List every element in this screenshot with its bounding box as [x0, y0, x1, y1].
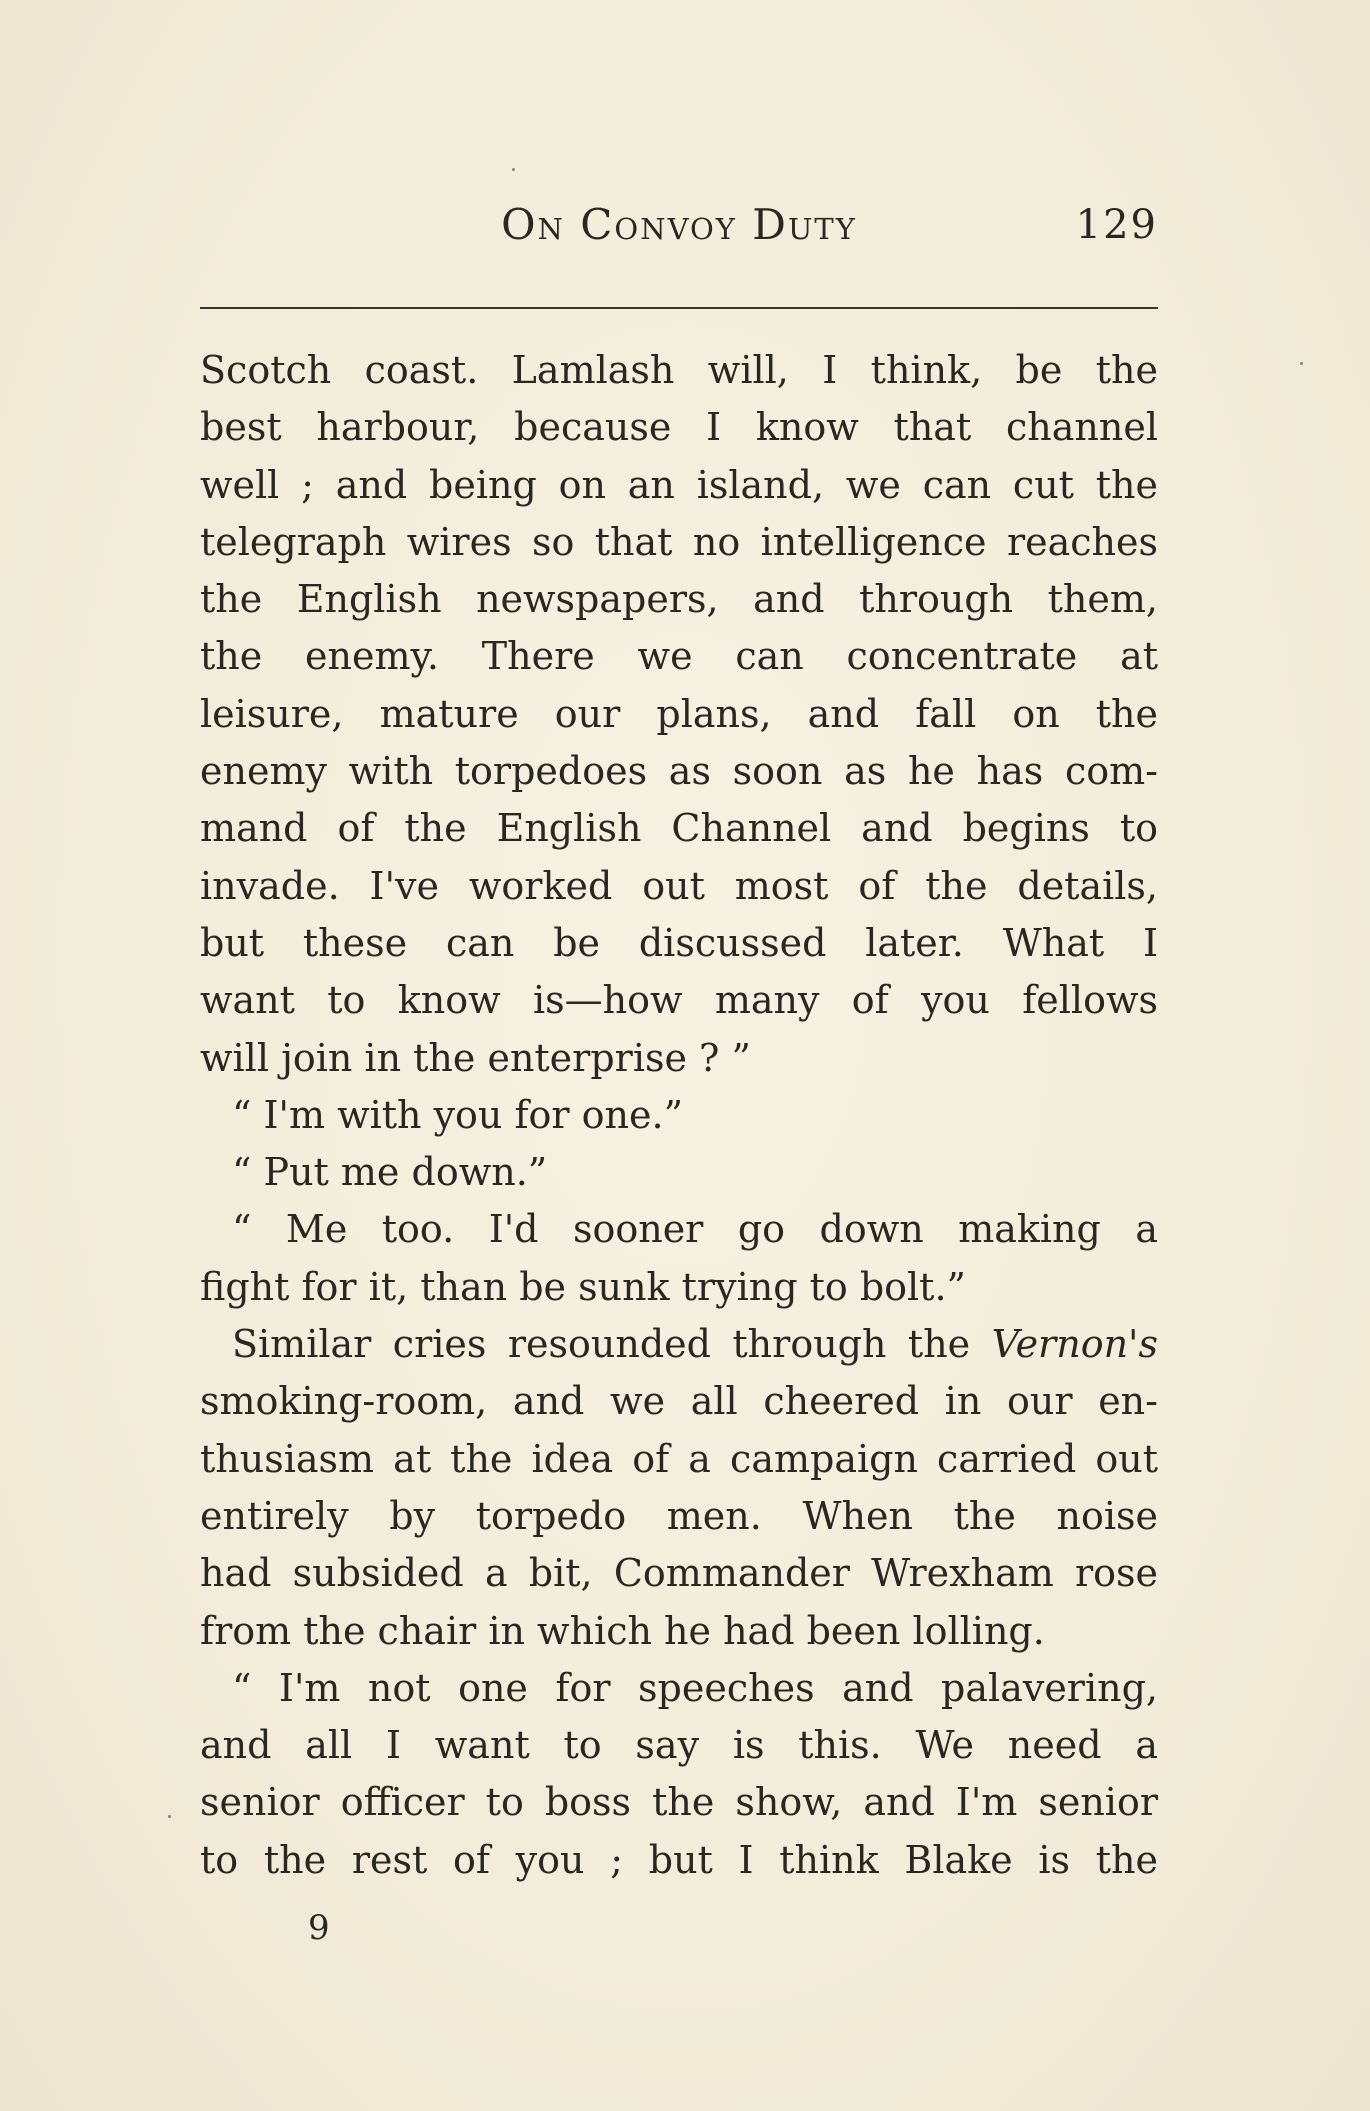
text-line-content: want to know is—how many of you fellows — [200, 978, 1158, 1023]
italic-ship-name: Vernon's — [991, 1322, 1158, 1367]
text-line — [200, 1832, 1158, 1889]
text-line-content: best harbour, because I know that channel — [200, 405, 1158, 450]
text-line — [200, 1373, 1158, 1430]
text-line-content: the enemy. There we can concentrate at — [200, 634, 1158, 679]
text-line-content: and all I want to say is this. We need a — [200, 1723, 1158, 1768]
text-line — [200, 1717, 1158, 1774]
text-line-content: senior officer to boss the show, and I'm senior — [200, 1780, 1158, 1825]
text-line — [200, 399, 1158, 456]
text-line — [200, 686, 1158, 743]
running-head — [200, 200, 1158, 260]
text-line — [200, 858, 1158, 915]
text-line — [200, 342, 1158, 399]
text-line-content: telegraph wires so that no intelligence reaches — [200, 519, 1158, 564]
text-line-content: Scotch coast. Lamlash will, I think, be the — [200, 348, 1158, 392]
text-line — [200, 800, 1158, 857]
text-line — [200, 628, 1158, 685]
text-line-content: “ Me too. I'd sooner go down making a — [232, 1207, 1158, 1252]
text-line-content: the English newspapers, and through them, — [200, 577, 1158, 622]
text-line-content: “ I'm with you for one.” — [232, 1092, 684, 1137]
text-line — [200, 1201, 1158, 1258]
text-line-content: had subsided a bit, Commander Wrexham rose — [200, 1551, 1158, 1596]
paper-speck — [168, 1815, 171, 1818]
text-line — [200, 514, 1158, 571]
text-line — [200, 743, 1158, 800]
text-line-content: mand of the English Channel and begins to — [200, 806, 1158, 851]
text-line — [200, 1660, 1158, 1717]
text-line-content: “ Put me down.” — [232, 1150, 548, 1195]
text-line — [200, 1030, 1158, 1087]
text-line — [200, 1087, 1158, 1144]
text-line-content: enemy with torpedoes as soon as he has com- — [200, 749, 1158, 794]
text-line-content: smoking-room, and we all cheered in our en- — [200, 1379, 1158, 1424]
text-line-content: from the chair in which he had been lolling. — [200, 1608, 1045, 1653]
text-line — [200, 1259, 1158, 1316]
text-line — [200, 1316, 1158, 1373]
text-line-content: leisure, mature our plans, and fall on the — [200, 691, 1158, 736]
text-line-content: fight for it, than be sunk trying to bolt.” — [200, 1264, 966, 1309]
text-line-content: well ; and being on an island, we can cut the — [200, 462, 1158, 507]
paper-speck — [1300, 362, 1303, 365]
text-line — [200, 571, 1158, 628]
text-line-content: thusiasm at the idea of a campaign carried out — [200, 1436, 1158, 1481]
text-line-content: entirely by torpedo men. When the noise — [200, 1493, 1158, 1538]
text-line — [200, 915, 1158, 972]
text-line-content: invade. I've worked out most of the details, — [200, 863, 1158, 908]
text-line — [200, 1545, 1158, 1602]
header-rule — [200, 307, 1158, 309]
paper-speck — [512, 168, 515, 171]
text-line-content: “ I'm not one for speeches and palavering, — [232, 1665, 1158, 1710]
text-line-content: will join in the enterprise ? ” — [200, 1035, 751, 1080]
text-line — [200, 457, 1158, 514]
body-text — [200, 342, 1158, 1889]
text-line — [200, 1488, 1158, 1545]
text-line-content: to the rest of you ; but I think Blake is the — [200, 1837, 1158, 1882]
text-line — [200, 1774, 1158, 1831]
text-line-content: but these can be discussed later. What I — [200, 920, 1158, 965]
text-line — [200, 1431, 1158, 1488]
text-line — [200, 1603, 1158, 1660]
signature-mark: 9 — [308, 1908, 330, 1948]
page-number: 129 — [1075, 202, 1158, 248]
text-line — [200, 972, 1158, 1029]
running-title: On Convoy Duty — [501, 200, 857, 249]
text-line — [200, 1144, 1158, 1201]
text-line-content: Similar cries resounded through the — [232, 1322, 992, 1367]
